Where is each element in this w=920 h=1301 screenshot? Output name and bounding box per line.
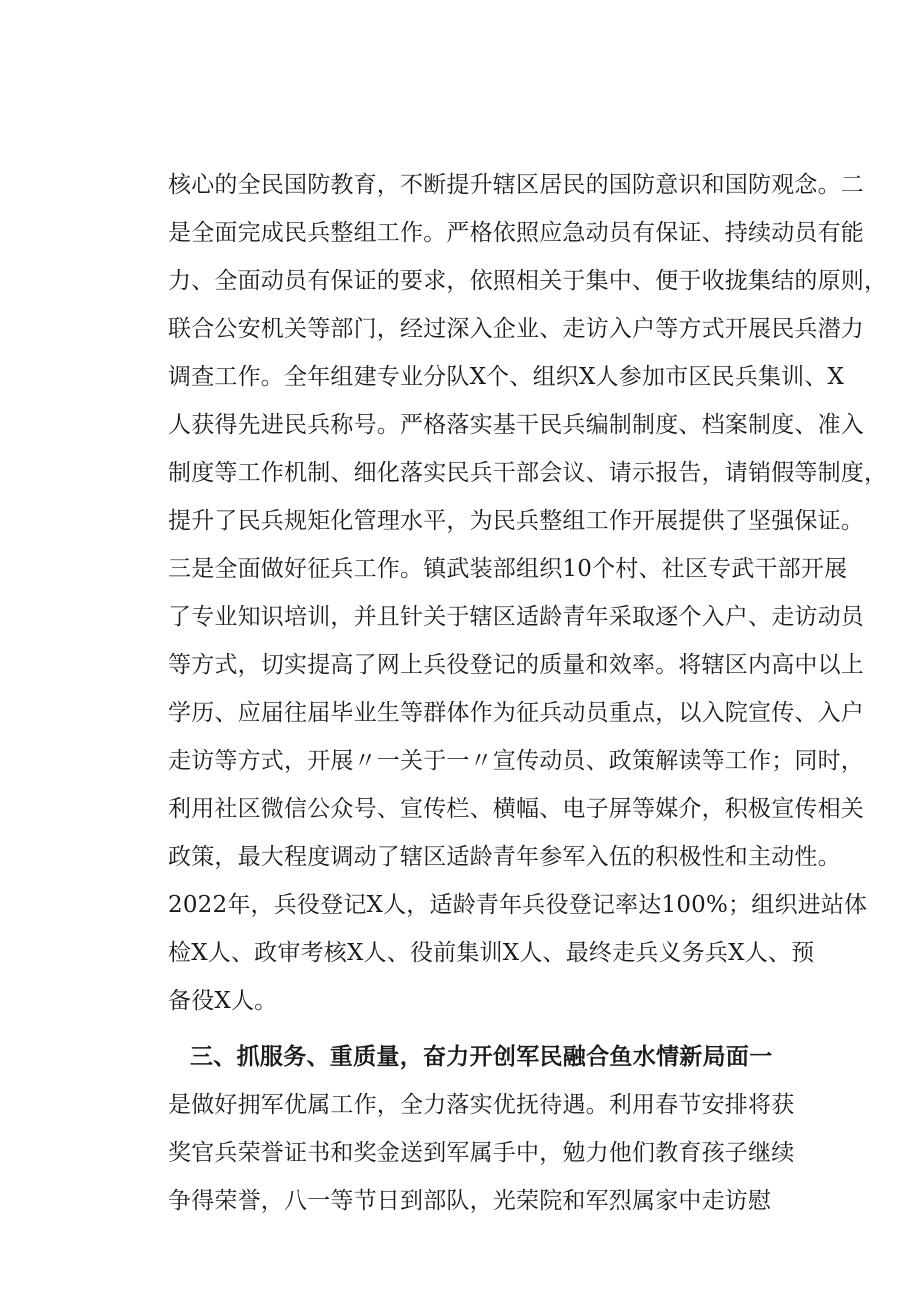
body-text-line: 利用社区微信公众号、宣传栏、横幅、电子屏等媒介，积极宣传相关 [168, 796, 864, 822]
body-text-line: 政策，最大程度调动了辖区适龄青年参军入伍的积极性和主动性。 [168, 844, 841, 870]
body-text-line: 2022年，兵役登记X人，适龄青年兵役登记率达100%；组织进站体 [168, 892, 868, 918]
body-text-line: 备役X人。 [168, 988, 278, 1014]
body-text-line: 是做好拥军优属工作，全力落实优抚待遇。利用春节安排将获 [168, 1092, 795, 1118]
body-text-line: 走访等方式，开展〃一关于一〃宣传动员、政策解读等工作；同时， [168, 748, 864, 774]
body-text-line: 人获得先进民兵称号。严格落实基干民兵编制制度、档案制度、准入 [168, 412, 864, 438]
body-text-line: 三是全面做好征兵工作。镇武装部组织10个村、社区专武干部开展 [168, 556, 848, 582]
body-text-line: 了专业知识培训，并且针关于辖区适龄青年采取逐个入户、走访动员 [168, 604, 864, 630]
body-text-line: 等方式，切实提高了网上兵役登记的质量和效率。将辖区内高中以上 [168, 652, 864, 678]
body-text-line: 力、全面动员有保证的要求，依照相关于集中、便于收拢集结的原则， [168, 268, 888, 294]
body-text-line: 联合公安机关等部门，经过深入企业、走访入户等方式开展民兵潜力 [168, 316, 864, 342]
section-heading: 三、抓服务、重质量，奋力开创军民融合鱼水情新局面一 [190, 1044, 773, 1070]
body-text-line: 调查工作。全年组建专业分队X个、组织X人参加市区民兵集训、X [168, 364, 845, 390]
body-text-line: 奖官兵荣誉证书和奖金送到军属手中，勉力他们教育孩子继续 [168, 1140, 795, 1166]
body-text-line: 检X人、政审考核X人、役前集训X人、最终走兵义务兵X人、预 [168, 940, 815, 966]
body-text-line: 核心的全民国防教育，不断提升辖区居民的国防意识和国防观念。二 [168, 172, 864, 198]
body-text-line: 制度等工作机制、细化落实民兵干部会议、请示报告，请销假等制度， [168, 460, 888, 486]
body-text-line: 是全面完成民兵整组工作。严格依照应急动员有保证、持续动员有能 [168, 220, 864, 246]
body-text-line: 学历、应届往届毕业生等群体作为征兵动员重点，以入院宣传、入户 [168, 700, 864, 726]
body-text-line: 争得荣誉，八一等节日到部队，光荣院和军烈属家中走访慰 [168, 1188, 772, 1214]
body-text-line: 提升了民兵规矩化管理水平，为民兵整组工作开展提供了坚强保证。 [168, 508, 864, 534]
